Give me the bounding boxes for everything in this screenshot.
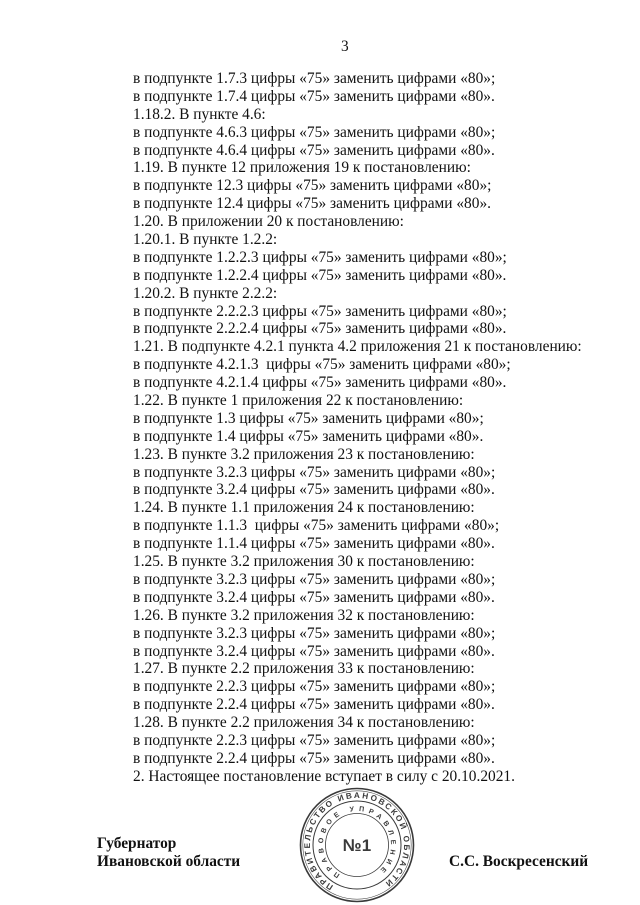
seal-number: №1 (342, 836, 372, 855)
clause-heading: 1.20. В приложении 20 к постановлению: (133, 213, 404, 231)
seal-inner-ring-text: ПРАВОВОЕ УПРАВЛЕНИЕ (317, 805, 397, 879)
clause-item: в подпункте 2.2.4 цифры «75» заменить цифрами «80». (133, 696, 495, 714)
seal-outer-ring-text: ПРАВИТЕЛЬСТВО ИВАНОВСКОЙ ОБЛАСТИ (302, 790, 412, 892)
clause-heading: 1.24. В пункте 1.1 приложения 24 к постановлению: (133, 499, 475, 517)
clause-item: в подпункте 1.7.4 цифры «75» заменить цифрами «80». (133, 87, 495, 105)
clause-item: в подпункте 1.7.3 цифры «75» заменить цифрами «80»; (133, 70, 496, 87)
clause-heading: 1.26. В пункте 3.2 приложения 32 к постановлению: (133, 606, 475, 624)
clause-item: в подпункте 12.3 цифры «75» заменить цифрами «80»; (133, 177, 492, 195)
clause-item: в подпункте 12.4 цифры «75» заменить цифрами «80». (133, 195, 491, 213)
clause-heading: 1.19. В пункте 12 приложения 19 к постановлению: (133, 159, 471, 177)
clause-heading: 1.23. В пункте 3.2 приложения 23 к постановлению: (133, 445, 475, 463)
clause-item: в подпункте 3.2.4 цифры «75» заменить цифрами «80». (133, 481, 495, 499)
signatory-name: С.С. Воскресенский (449, 853, 589, 870)
clause-item: в подпункте 1.3 цифры «75» заменить цифрами «80»; (133, 409, 484, 427)
clause-heading: 1.18.2. В пункте 4.6: (133, 105, 266, 123)
clause-item: в подпункте 1.1.3 цифры «75» заменить цифрами «80»; (133, 517, 500, 535)
clause-item: в подпункте 2.2.3 цифры «75» заменить цифрами «80»; (133, 678, 496, 696)
signatory-region: Ивановской области (97, 853, 241, 870)
clause-item: в подпункте 2.2.2.3 цифры «75» заменить цифрами «80»; (133, 302, 507, 320)
clause-heading: 1.21. В подпункте 4.2.1 пункта 4.2 приложения 21 к постановлению: (133, 338, 582, 356)
clause-heading: 1.25. В пункте 3.2 приложения 30 к постановлению: (133, 553, 475, 571)
clause-item: в подпункте 2.2.4 цифры «75» заменить цифрами «80». (133, 749, 495, 767)
clause-heading: 1.20.2. В пункте 2.2.2: (133, 284, 278, 302)
clause-item: в подпункте 3.2.3 цифры «75» заменить цифрами «80»; (133, 624, 496, 642)
clause-item: в подпункте 1.2.2.3 цифры «75» заменить цифрами «80»; (133, 248, 507, 266)
clause-item: в подпункте 3.2.4 цифры «75» заменить цифрами «80». (133, 642, 495, 660)
clause-heading: 1.27. В пункте 2.2 приложения 33 к постановлению: (133, 660, 475, 678)
signatory-title: Губернатор (97, 835, 177, 852)
clause-item: в подпункте 4.6.3 цифры «75» заменить цифрами «80»; (133, 123, 496, 141)
clause-item: в подпункте 2.2.3 цифры «75» заменить цифрами «80»; (133, 731, 496, 749)
clause-item: в подпункте 1.4 цифры «75» заменить цифрами «80». (133, 427, 484, 445)
page-number: 3 (341, 38, 349, 55)
clause-item: в подпункте 3.2.4 цифры «75» заменить цифрами «80». (133, 588, 495, 606)
clause-item: в подпункте 2.2.2.4 цифры «75» заменить цифрами «80». (133, 320, 507, 338)
clause-item: в подпункте 3.2.3 цифры «75» заменить цифрами «80»; (133, 570, 496, 588)
clause-item: в подпункте 3.2.3 цифры «75» заменить цифрами «80»; (133, 463, 496, 481)
clause-item: в подпункте 4.2.1.3 цифры «75» заменить цифрами «80»; (133, 356, 511, 374)
clause-item: в подпункте 1.2.2.4 цифры «75» заменить цифрами «80». (133, 266, 507, 284)
clause-item: в подпункте 1.1.4 цифры «75» заменить цифрами «80». (133, 535, 495, 553)
clause-heading: 1.28. В пункте 2.2 приложения 34 к постановлению: (133, 714, 475, 732)
clause-item: в подпункте 4.6.4 цифры «75» заменить цифрами «80». (133, 141, 495, 159)
clause-heading: 1.20.1. В пункте 1.2.2: (133, 231, 278, 249)
signatory-position (97, 835, 240, 871)
clause-heading: 1.22. В пункте 1 приложения 22 к постановлению: (133, 392, 464, 410)
clause-heading: 2. Настоящее постановление вступает в силу с 20.10.2021. (133, 767, 515, 785)
official-seal (298, 786, 416, 904)
document-body (133, 70, 582, 786)
clause-item: в подпункте 4.2.1.4 цифры «75» заменить цифрами «80». (133, 374, 507, 392)
